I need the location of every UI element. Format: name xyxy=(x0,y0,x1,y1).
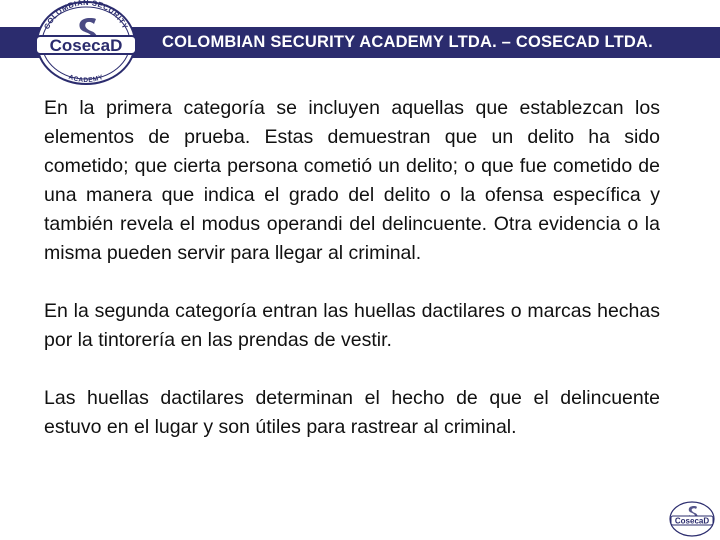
paragraph-2: En la segunda categoría entran las huellas dactilares o marcas hechas por la tintorería en las prendas de vestir. xyxy=(44,300,660,351)
cosecad-logo xyxy=(30,0,142,86)
logo-ring-bottom: ACADEMY xyxy=(67,73,105,84)
corner-logo-wordmark: CosecaD xyxy=(674,516,710,526)
paragraph-1: En la primera categoría se incluyen aquellas que establezcan los elementos de prueba. Estas demuestran que un delito ha sido cometido; que cierta persona cometió un delito; o que fue cometido de una manera que indica el grado del delito o la ofensa específica y también revela el modus operandi del delincuente. Otra evidencia o la misma pueden servir para llegar al criminal. xyxy=(44,97,660,264)
logo-wordmark: CosecaD xyxy=(49,36,123,55)
corner-logo xyxy=(668,500,716,538)
body-content xyxy=(44,94,660,471)
paragraph-3: Las huellas dactilares determinan el hecho de que el delincuente estuvo en el lugar y son útiles para rastrear al criminal. xyxy=(44,387,660,438)
logo-ring-top: COLOMBIAN SECURITY xyxy=(42,0,130,31)
page-title: COLOMBIAN SECURITY ACADEMY LTDA. – COSECAD LTDA. xyxy=(162,33,653,51)
